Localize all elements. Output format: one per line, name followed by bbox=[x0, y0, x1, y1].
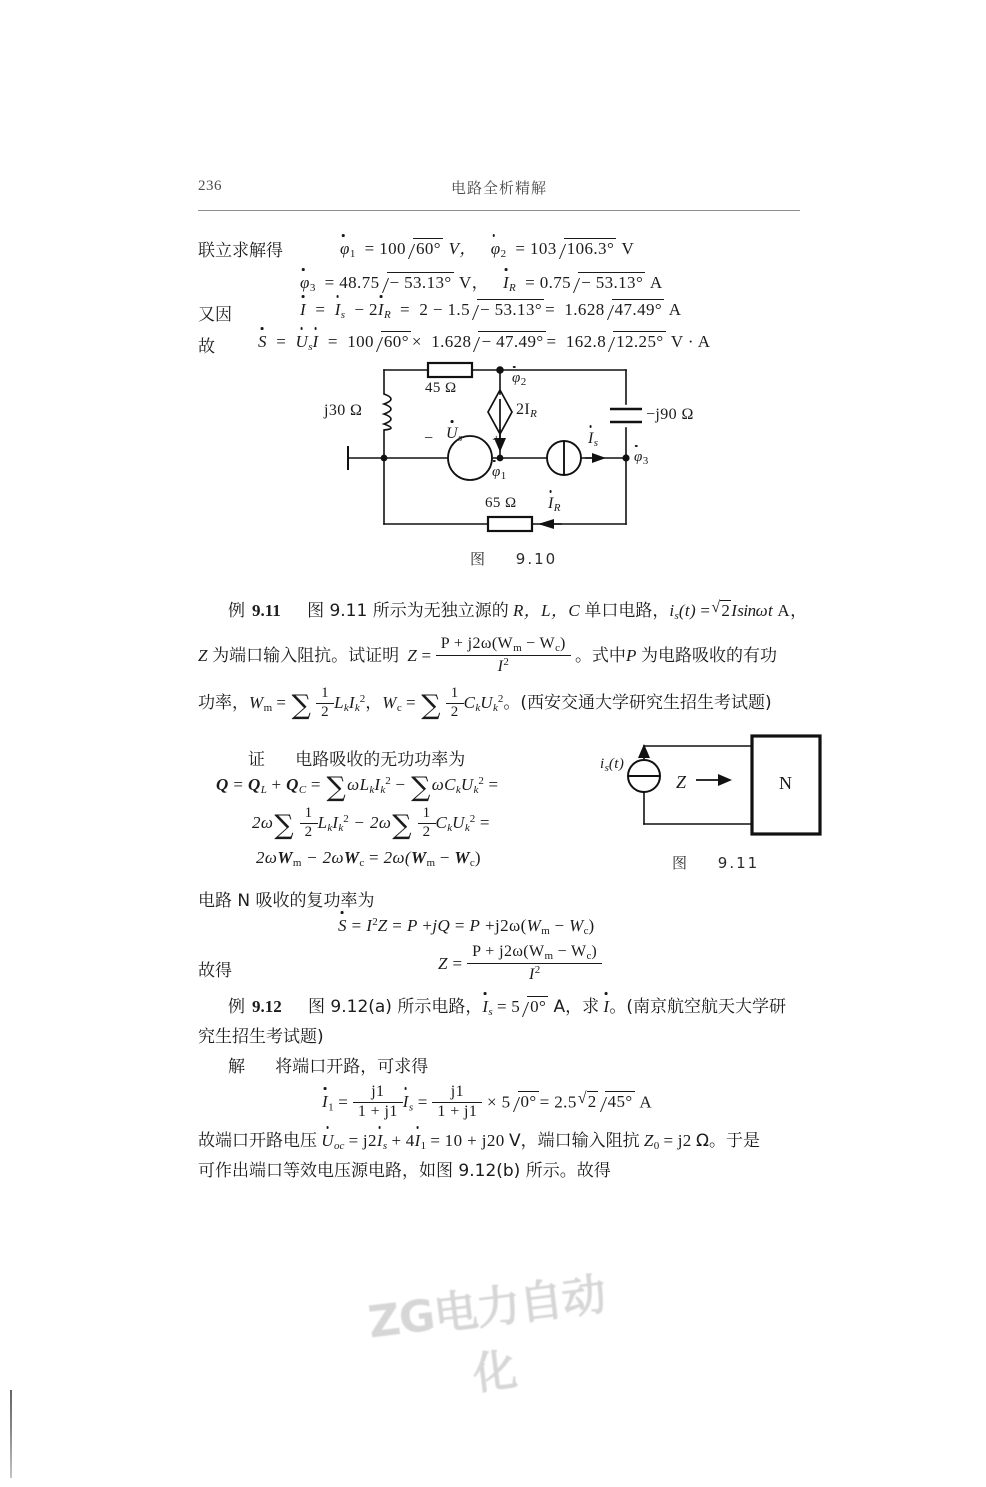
IR-subscript-2: R bbox=[383, 309, 391, 322]
header-rule bbox=[198, 210, 800, 211]
eq-sign-3: = bbox=[545, 300, 556, 319]
solve-tag: 解 bbox=[228, 1057, 245, 1077]
complex-power-intro: 电路 N 吸收的复功率为 bbox=[198, 891, 375, 911]
example-9-11-line2: Z 为端口输入阻抗。试证明 Z = $\frac{P + j2\omega(W_m - W_c)}{I^2}$ 。式中P 为电路吸收的有功 bbox=[198, 635, 777, 676]
eq-sign-S3: = bbox=[546, 332, 557, 351]
I-symbol: I bbox=[300, 300, 307, 319]
current-arrow-is bbox=[585, 453, 606, 463]
label-dependent-source: $2I_R$ bbox=[516, 401, 537, 421]
times-sign: × bbox=[411, 332, 422, 351]
Us-symbol: U bbox=[295, 332, 309, 351]
summation-icon-4: ∑ bbox=[411, 772, 431, 803]
label-network-n: N bbox=[779, 773, 792, 793]
phi2-subscript: 2 bbox=[500, 248, 507, 261]
summation-icon-3: ∑ bbox=[326, 772, 347, 803]
resistor-65-ohm bbox=[488, 517, 532, 531]
example-9-12-line2: 究生招生考试题) bbox=[198, 1027, 324, 1047]
I-result: 1.628 bbox=[564, 300, 605, 319]
example-tag-cn: 例 bbox=[228, 601, 245, 621]
label-lianli-qiujie: 联立求解得 bbox=[198, 241, 283, 261]
figure-9-10 bbox=[324, 352, 694, 552]
Z-final-numerator: $P + j2\omega(W_m - W_c)$ bbox=[472, 943, 598, 963]
node-dot-left bbox=[381, 455, 388, 462]
eq-phi1-phi2: $\varphi_1 = 100$ 60° V， $\varphi_2 = 103$ 106.3° V bbox=[340, 239, 635, 261]
I-symbol-S: I bbox=[312, 332, 319, 351]
label-current-bottom: $I_R$ bbox=[548, 495, 561, 515]
label-gude: 故得 bbox=[198, 961, 232, 981]
phi1-angle: 60° bbox=[415, 239, 441, 258]
capacitor-minus-j90 bbox=[610, 409, 642, 422]
eq-S-complex: $S = I^2Z = P +jQ = P +j2\omega(W_m - W_c)$ bbox=[338, 916, 595, 938]
node-dot-phi1 bbox=[497, 455, 504, 462]
phi1-value: 100 bbox=[379, 239, 406, 258]
example-9-12-line1: 例 9.12 图 9.12(a) 所示电路，$I_s = 5$ 0° A，求 I。(南京航空航天大学研 bbox=[228, 997, 787, 1019]
S-angle-1: 60° bbox=[383, 332, 409, 351]
proof-intro: 证 电路吸收的无功功率为 bbox=[248, 750, 466, 770]
phi1-subscript: 1 bbox=[349, 248, 356, 261]
example-9-11-line3: 功率，$W_m$ = ∑ $\frac{1}{2}$ $L_kI_k^2$，$W_c$ = ∑ $\frac{1}{2}$ $C_kU_k^2$。(西安交通大学研究生招生考试题) bbox=[198, 685, 772, 722]
IR-value: 0.75 bbox=[539, 273, 572, 292]
label-capacitor: −j90 Ω bbox=[646, 406, 694, 423]
label-voltage-source: $U_s$ bbox=[446, 425, 463, 445]
phi1-symbol: φ bbox=[340, 239, 350, 258]
node-dot-phi3 bbox=[622, 454, 629, 461]
summation-icon-2: ∑ bbox=[421, 690, 441, 722]
eq-sign: = bbox=[315, 300, 326, 319]
I-intermediate: 2 − 1.5 bbox=[419, 300, 470, 319]
label-node-phi1: $\varphi_1$ bbox=[492, 464, 507, 483]
example-912-tag-num: 9.12 bbox=[252, 997, 282, 1016]
resistor-45-ohm bbox=[428, 363, 472, 377]
label-resistor-top: 45 Ω bbox=[425, 380, 457, 396]
eq-phi3-IR: $\varphi_3 = 48.75 - 53.13^\circ$ V， $I_R = 0.75 - 53.13^\circ$ A bbox=[300, 273, 663, 295]
eq-complex-power bbox=[258, 332, 710, 353]
label-impedance-z: Z bbox=[676, 772, 687, 792]
example-9-12-solve: 解 将端口开路，可求得 bbox=[228, 1057, 429, 1077]
phi2-unit: V bbox=[621, 239, 635, 258]
current-arrow-ir bbox=[538, 519, 562, 529]
example-9-11-line1: 例 9.11 图 9.11 所示为无独立源的 R，L，C 单口电路，$i_s(t)$ = √ 2Isinωt A， bbox=[228, 596, 808, 622]
current-source-is bbox=[547, 441, 581, 475]
label-youyin: 又因 bbox=[198, 305, 232, 325]
I-unit: A bbox=[668, 300, 682, 319]
S-v2: 1.628 bbox=[431, 332, 472, 351]
S-angle-3: 12.25° bbox=[616, 332, 664, 351]
label-current-source: $I_s$ bbox=[588, 430, 599, 450]
eq-I1: $I_1$ = $\frac{j1}{1 + j1}$ $I_s$ = $\frac{j1}{1 + j1}$ × 5 0° = 2.5 √ 2 45° A bbox=[322, 1084, 652, 1123]
example-912-tag-cn: 例 bbox=[228, 997, 245, 1017]
IR-unit: A bbox=[649, 273, 663, 292]
current-source-is-t bbox=[628, 760, 660, 792]
figure-9-10-caption: 图 9.10 bbox=[470, 550, 558, 568]
eq-I-total bbox=[300, 300, 681, 321]
example-9-12-para1: 故端口开路电压 $U_{oc} = j2I_s + 4I_1 = 10 + j20$ V，端口输入阻抗 $Z_0 = j2$ Ω。于是 bbox=[198, 1131, 760, 1153]
label-node-phi2: $\varphi_2$ bbox=[512, 370, 527, 389]
label-voltage-minus: − bbox=[424, 430, 434, 447]
S-v1: 100 bbox=[347, 332, 374, 351]
I-angle-1: − 53.13° bbox=[479, 300, 543, 319]
label-inductor: j30 Ω bbox=[324, 402, 363, 419]
phi3-subscript: 3 bbox=[309, 282, 316, 295]
phi2-symbol: φ bbox=[490, 239, 501, 258]
Z-fraction-numerator: $P + j2\omega(W_m - W_c)$ bbox=[440, 635, 566, 655]
phi3-value: 48.75 bbox=[339, 273, 380, 292]
label-gu: 故 bbox=[198, 337, 215, 357]
S-symbol: S bbox=[258, 332, 267, 351]
summation-icon-1: ∑ bbox=[291, 690, 311, 722]
Z-fraction-denominator: $I^2$ bbox=[436, 655, 571, 677]
coef-2: 2 bbox=[369, 300, 378, 319]
phi3-unit: V， bbox=[458, 273, 490, 292]
eq-sign-2: = bbox=[400, 300, 411, 319]
example-tag-num: 9.11 bbox=[252, 601, 281, 620]
I-angle-2: 47.49° bbox=[614, 300, 663, 319]
eq-sign-S2: = bbox=[327, 332, 338, 351]
label-resistor-bottom: 65 Ω bbox=[485, 495, 517, 511]
eq-Z-final: Z = $\frac{P + j2\omega(W_m - W_c)}{I^2}$ bbox=[438, 944, 602, 986]
Us-subscript: s bbox=[308, 341, 313, 354]
label-node-phi3: $\varphi_3$ bbox=[634, 449, 649, 468]
label-source-is-t: $i_s(t)$ bbox=[600, 756, 625, 775]
eq-sign-S: = bbox=[276, 332, 287, 351]
inductor-j30 bbox=[384, 394, 391, 430]
S-unit: V · A bbox=[670, 332, 711, 351]
minus-sign: − bbox=[354, 300, 365, 319]
page-number: 236 bbox=[198, 178, 222, 194]
phi2-value: 103 bbox=[530, 239, 557, 258]
page-header bbox=[198, 178, 800, 212]
S-result: 162.8 bbox=[565, 332, 607, 351]
S-angle-2: − 47.49° bbox=[481, 332, 544, 351]
Z-final-denominator: $I^2$ bbox=[467, 963, 602, 985]
phi3-symbol: φ bbox=[300, 273, 310, 292]
Is-subscript: s bbox=[340, 309, 346, 322]
IR-symbol-2: I bbox=[377, 300, 384, 319]
IR-symbol: I bbox=[502, 273, 510, 292]
Is-symbol: I bbox=[334, 300, 341, 319]
impedance-direction-arrow bbox=[696, 774, 732, 786]
example-9-12-para2: 可作出端口等效电压源电路，如图 9.12(b) 所示。故得 bbox=[198, 1161, 611, 1181]
proof-eq-line1: $Q = Q_L + Q_C = \sum\omega L_kI_k^2 - \sum\omega C_kU_k^2$ = bbox=[216, 772, 499, 803]
proof-eq-line3: $2\omega W_m - 2\omega W_c = 2\omega(W_m - W_c)$ bbox=[256, 848, 481, 870]
summation-icon-5: ∑ bbox=[274, 810, 294, 842]
proof-tag: 证 bbox=[248, 750, 265, 770]
book-title: 电路全析精解 bbox=[450, 179, 547, 197]
IR-angle: − 53.13° bbox=[581, 273, 644, 292]
summation-icon-6: ∑ bbox=[392, 810, 412, 842]
proof-eq-line2: 2ω∑ $\frac{1}{2}$ $L_kI_k^2 - 2\omega\sum$ $\frac{1}{2}$ $C_kU_k^2$ = bbox=[252, 805, 490, 842]
phi1-unit: V， bbox=[448, 239, 477, 258]
label-voltage-plus: + bbox=[492, 432, 501, 448]
watermark bbox=[352, 1258, 628, 1401]
figure-9-11-caption: 图 9.11 bbox=[672, 854, 760, 872]
scan-artifact-line bbox=[10, 1390, 12, 1478]
phi3-angle: − 53.13° bbox=[389, 273, 452, 292]
IR-subscript: R bbox=[509, 282, 516, 295]
phi2-angle: 106.3° bbox=[566, 239, 615, 258]
node-dot-phi2 bbox=[496, 366, 504, 374]
figure-9-11 bbox=[600, 728, 860, 858]
watermark-text: ZG电力自动化 bbox=[365, 1268, 608, 1401]
